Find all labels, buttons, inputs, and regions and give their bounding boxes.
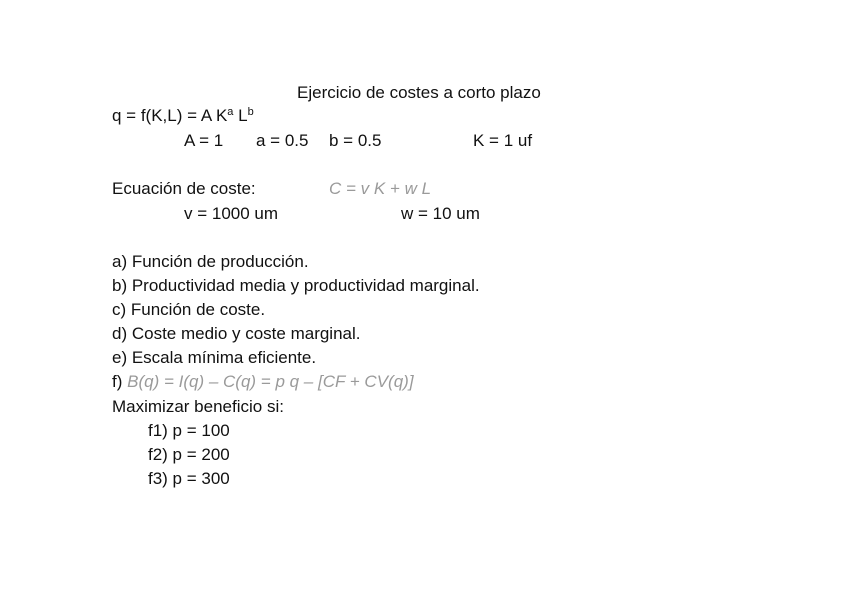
question-d: d) Coste medio y coste marginal. [112,324,361,343]
profit-formula: B(q) = I(q) – C(q) = p q – [CF + CV(q)] [127,372,414,391]
exponent-b: b [247,106,254,118]
production-function-formula [112,105,254,127]
question-e: e) Escala mínima eficiente. [112,348,317,367]
question-f1: f1) p = 100 [148,421,230,440]
param-A: A = 1 [184,131,224,150]
question-f-prefix: f) [112,372,123,391]
production-function-lhs: q = f(K,L) = A K [112,106,228,125]
cost-equation-formula: C = v K + w L [329,179,432,198]
exponent-a: a [227,106,234,118]
maximize-profit-label: Maximizar beneficio si: [112,397,284,416]
question-f [112,371,414,393]
param-a: a = 0.5 [256,131,309,150]
question-c: c) Función de coste. [112,300,266,319]
param-v: v = 1000 um [184,204,279,223]
param-w: w = 10 um [401,204,480,223]
question-f3: f3) p = 300 [148,469,230,488]
question-b: b) Productividad media y productividad marginal. [112,276,480,295]
page-title: Ejercicio de costes a corto plazo [297,83,541,102]
param-K: K = 1 uf [473,131,533,150]
cost-equation-label: Ecuación de coste: [112,179,256,198]
param-b: b = 0.5 [329,131,382,150]
production-function-mid: L [233,106,248,125]
question-f2: f2) p = 200 [148,445,230,464]
question-a: a) Función de producción. [112,252,309,271]
